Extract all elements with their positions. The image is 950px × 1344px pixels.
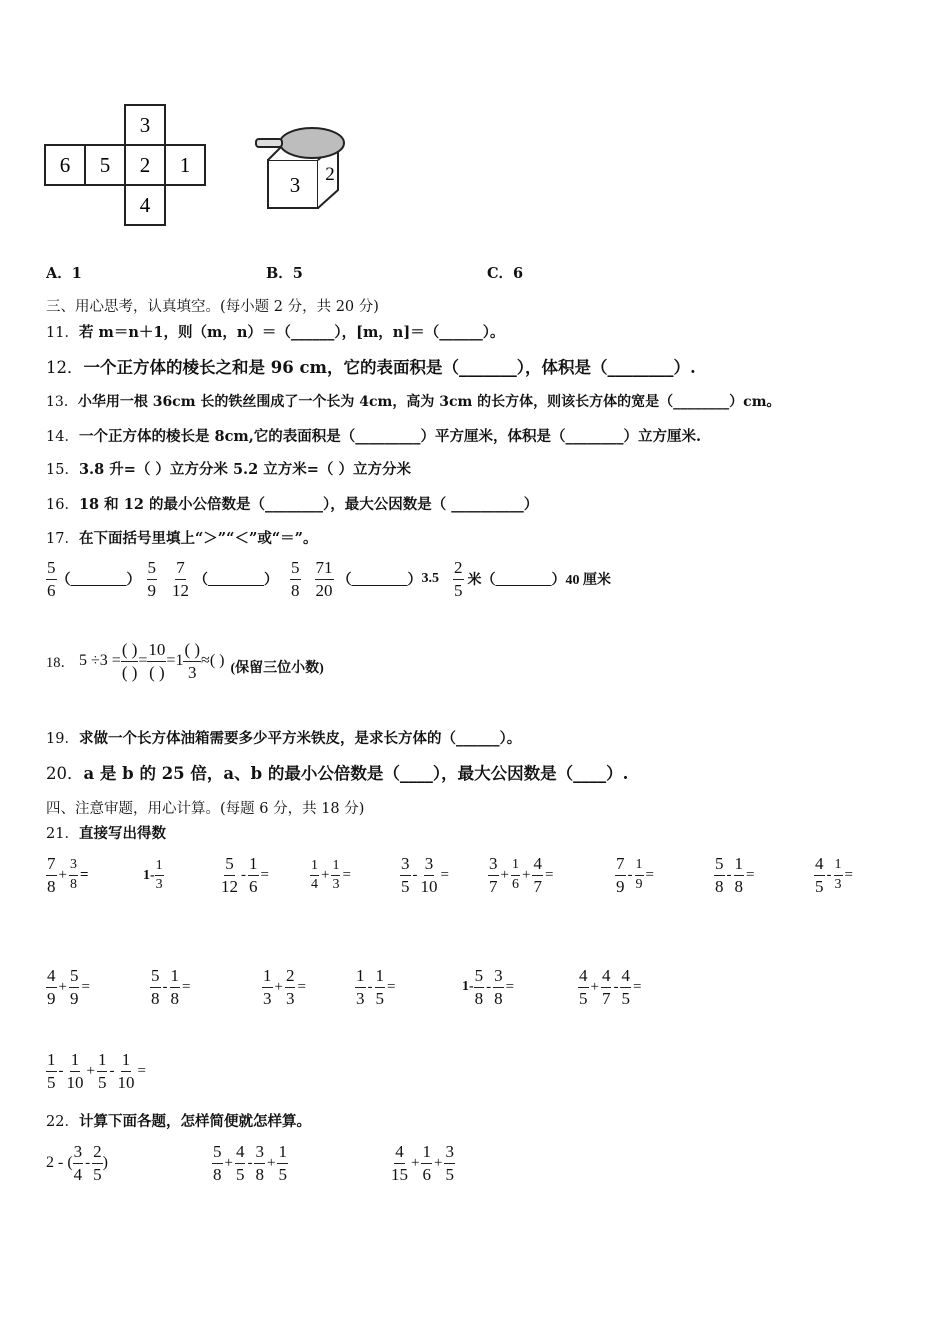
q14: 14．一个正方体的棱长是 8cm,它的表面积是（_________）平方厘米，体积是（________）立方厘米. bbox=[46, 428, 702, 445]
net-cell: 6 bbox=[59, 153, 71, 177]
cube-side-label: 2 bbox=[325, 164, 335, 185]
q19: 19．求做一个长方体油箱需要多少平方米铁皮，是求长方体的（______）。 bbox=[46, 730, 522, 747]
calc-item: $\frac{3}{7}$ + $\frac{1}{6}$ + $\frac{4}{7}$ = bbox=[489, 854, 554, 896]
q13: 13．小华用一根 36cm 长的铁丝围成了一个长为 4cm，高为 3cm 的长方体，则该长方体的宽是（________）cm。 bbox=[46, 394, 781, 410]
calc-item: $\frac{7}{8}$ + $\frac{3}{8}$ = bbox=[47, 854, 89, 896]
calc-item: $\frac{4}{5}$ - $\frac{1}{3}$ = bbox=[815, 854, 853, 896]
calc-item: $\frac{5}{8}$ - $\frac{1}{8}$ = bbox=[151, 966, 191, 1008]
option-b[interactable]: B．5 bbox=[266, 265, 303, 282]
calc-item: $\frac{3}{5}$ - $\frac{3}{10}$ = bbox=[401, 854, 449, 896]
cube-figure bbox=[40, 100, 370, 228]
q16: 16．18 和 12 的最小公倍数是（________），最大公因数是（ __________） bbox=[46, 496, 539, 513]
q22: 22．计算下面各题，怎样简便就怎样算。 bbox=[46, 1113, 311, 1130]
calc-item: $\frac{5}{8}$ + $\frac{4}{5}$ - $\frac{3}{8}$ + $\frac{1}{5}$ bbox=[213, 1142, 287, 1184]
q17: 17．在下面括号里填上“＞”“＜”或“＝”。 bbox=[46, 530, 318, 547]
calc-item: 2 - ( $\frac{3}{4}$ - $\frac{2}{5}$ ) bbox=[46, 1142, 108, 1184]
net-cell: 2 bbox=[139, 153, 151, 177]
q21: 21．直接写出得数 bbox=[46, 825, 166, 842]
calc-item: $\frac{1}{3}$ + $\frac{2}{3}$ = bbox=[263, 966, 306, 1008]
calc-item: $\frac{1}{3}$ - $\frac{1}{5}$ = bbox=[356, 966, 396, 1008]
calc-item: 1- $\frac{5}{8}$ - $\frac{3}{8}$ = bbox=[462, 966, 515, 1008]
section3-title: 三、用心思考，认真填空。(每小题 2 分，共 20 分) bbox=[46, 299, 379, 315]
calc-item: $\frac{4}{5}$ + $\frac{4}{7}$ - $\frac{4}{5}$ = bbox=[579, 966, 642, 1008]
q18: 18． 5 ÷3 = $\frac{( )}{( )}$ = $\frac{10}{( )}$ =1 $\frac{( )}{3}$ ≈( ) (保留三位小数) bbox=[46, 640, 324, 682]
q15: 15．3.8 升=（ ）立方分米 5.2 立方米=（ ）立方分米 bbox=[46, 461, 411, 478]
q17-compare-row: $\frac{5}{6}$ （________） $\frac{5}{9}$ $\frac{7}{12}$ （________） $\frac{5}{8}$ $\frac{71}{20}$ （________） 3.5 $\frac{2}{5}$ 米 （________） 40 厘米 bbox=[47, 558, 611, 600]
calc-item: $\frac{5}{12}$ - $\frac{1}{6}$ = bbox=[221, 854, 269, 896]
calc-item: 1- $\frac{1}{3}$ bbox=[143, 858, 163, 893]
q12: 12．一个正方体的棱长之和是 96 cm，它的表面积是（_______），体积是（________）. bbox=[46, 358, 696, 377]
cube-front-label: 3 bbox=[289, 173, 301, 197]
net-cell: 1 bbox=[179, 153, 191, 177]
option-c[interactable]: C．6 bbox=[487, 265, 524, 282]
net-cell: 4 bbox=[139, 193, 151, 217]
calc-item: $\frac{4}{9}$ + $\frac{5}{9}$ = bbox=[47, 966, 90, 1008]
section4-title: 四、注意审题，用心计算。(每题 6 分，共 18 分) bbox=[46, 801, 365, 817]
q20: 20．a 是 b 的 25 倍，a、b 的最小公倍数是（____），最大公因数是（____）. bbox=[46, 764, 629, 783]
option-a[interactable]: A．1 bbox=[46, 265, 82, 282]
calc-item: $\frac{7}{9}$ - $\frac{1}{9}$ = bbox=[616, 854, 654, 896]
calc-item: $\frac{4}{15}$ + $\frac{1}{6}$ + $\frac{3}{5}$ bbox=[391, 1142, 454, 1184]
net-cell: 5 bbox=[99, 153, 111, 177]
net-cell: 3 bbox=[139, 113, 151, 137]
calc-item: $\frac{1}{5}$ - $\frac{1}{10}$ + $\frac{1}{5}$ - $\frac{1}{10}$ = bbox=[47, 1050, 146, 1092]
calc-item: $\frac{5}{8}$ - $\frac{1}{8}$ = bbox=[715, 854, 755, 896]
q11: 11．若 m＝n＋1，则（m，n）＝（______），[m，n]＝（______）。 bbox=[46, 324, 505, 341]
calc-item: $\frac{1}{4}$ + $\frac{1}{3}$ = bbox=[311, 858, 351, 893]
